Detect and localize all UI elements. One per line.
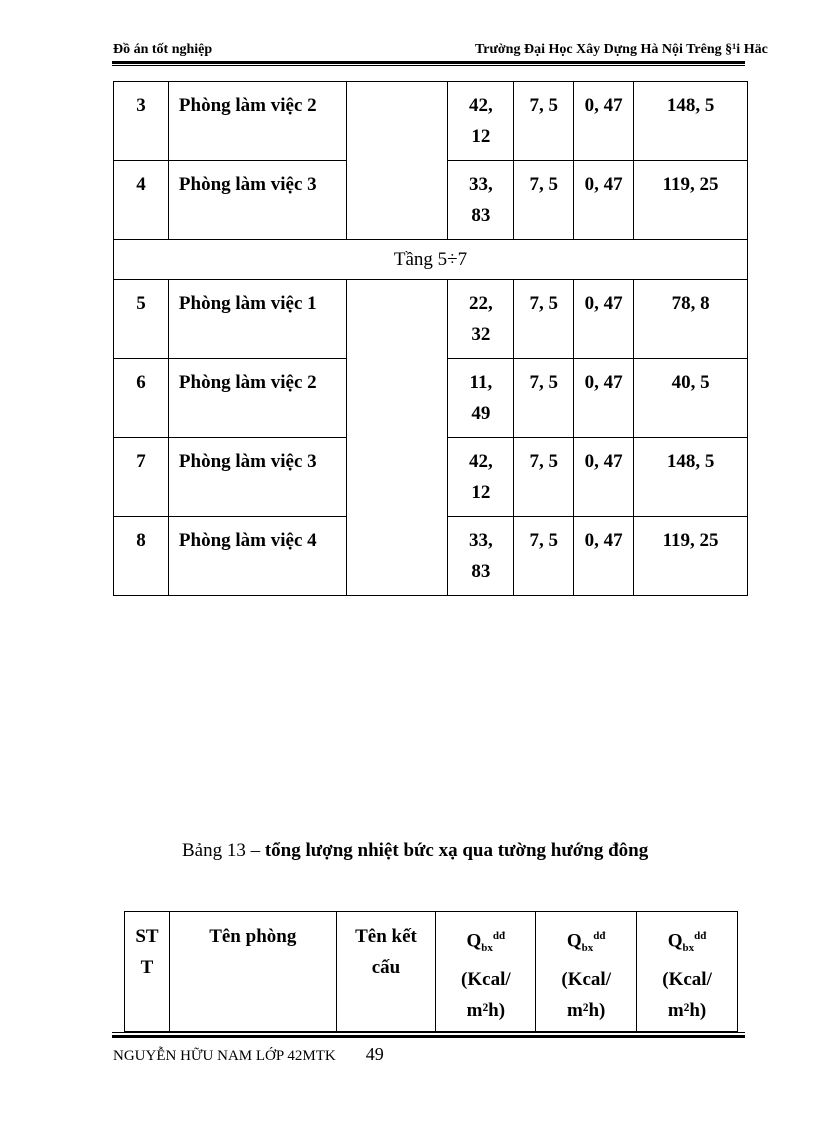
room-name-cell: Phòng làm việc 3 xyxy=(168,161,346,240)
room-name-cell: Phòng làm việc 3 xyxy=(168,438,346,517)
value1-cell: 7, 5 xyxy=(514,82,574,161)
caption-prefix: Bảng 13 – xyxy=(182,840,265,861)
structure-header: Tên kết cấu xyxy=(336,912,436,1032)
area-cell: 33, 83 xyxy=(448,517,514,596)
value1-cell: 7, 5 xyxy=(514,359,574,438)
value2-cell: 0, 47 xyxy=(574,161,634,240)
q-header: $Q_{bx}^{dđ}$ (Kcal/ m²h) xyxy=(436,912,536,1032)
value1-cell: 7, 5 xyxy=(514,161,574,240)
floor-label: Tầng 5÷7 xyxy=(114,240,748,280)
room-name-cell: Phòng làm việc 1 xyxy=(168,280,346,359)
header-rule-thin xyxy=(112,65,745,66)
area-cell: 33, 83 xyxy=(448,161,514,240)
heat-cell: 119, 25 xyxy=(634,161,748,240)
room-name-cell: Phòng làm việc 2 xyxy=(168,82,346,161)
room-name-header: Tên phòng xyxy=(169,912,336,1032)
structure-cell xyxy=(346,82,448,240)
q-header: $Q_{bx}^{dđ}$ (Kcal/ m²h) xyxy=(536,912,637,1032)
heat-cell: 148, 5 xyxy=(634,82,748,161)
page-number: 49 xyxy=(365,1044,384,1064)
value2-cell: 0, 47 xyxy=(574,82,634,161)
heat-cell: 40, 5 xyxy=(634,359,748,438)
footer-author: NGUYỄN HỮU NAM LỚP 42MTK xyxy=(113,1048,336,1064)
floor-row xyxy=(114,240,748,280)
header-right-title: Trường Đại Học Xây Dựng Hà Nội Trêng §¹i Häc xyxy=(475,42,768,57)
value1-cell: 7, 5 xyxy=(514,438,574,517)
table-caption xyxy=(182,840,648,862)
value2-cell: 0, 47 xyxy=(574,280,634,359)
value2-cell: 0, 47 xyxy=(574,517,634,596)
stt-cell: 4 xyxy=(114,161,169,240)
caption-title: tổng lượng nhiệt bức xạ qua tường hướng đông xyxy=(264,840,649,861)
header-rule xyxy=(112,61,745,64)
heat-table-continued xyxy=(113,81,748,596)
stt-cell: 5 xyxy=(114,280,169,359)
q-header: $Q_{bx}^{dđ}$ (Kcal/ m²h) xyxy=(637,912,738,1032)
structure-cell xyxy=(346,280,448,596)
header-row xyxy=(125,912,738,1032)
heat-cell: 148, 5 xyxy=(634,438,748,517)
area-cell: 42, 12 xyxy=(448,82,514,161)
footer-rule xyxy=(112,1035,745,1038)
stt-cell: 7 xyxy=(114,438,169,517)
room-name-cell: Phòng làm việc 4 xyxy=(168,517,346,596)
value1-cell: 7, 5 xyxy=(514,280,574,359)
value2-cell: 0, 47 xyxy=(574,438,634,517)
heat-cell: 78, 8 xyxy=(634,280,748,359)
table-row xyxy=(114,280,748,359)
footer-rule-thin xyxy=(112,1032,745,1033)
header-left-title: Đồ án tốt nghiệp xyxy=(113,42,213,57)
value1-cell: 7, 5 xyxy=(514,517,574,596)
stt-cell: 6 xyxy=(114,359,169,438)
stt-header: ST T xyxy=(125,912,170,1032)
radiation-table-header xyxy=(124,911,738,1032)
area-cell: 42, 12 xyxy=(448,438,514,517)
area-cell: 22, 32 xyxy=(448,280,514,359)
heat-cell: 119, 25 xyxy=(634,517,748,596)
value2-cell: 0, 47 xyxy=(574,359,634,438)
area-cell: 11, 49 xyxy=(448,359,514,438)
table-row xyxy=(114,82,748,161)
footer xyxy=(113,1044,384,1065)
stt-cell: 3 xyxy=(114,82,169,161)
stt-cell: 8 xyxy=(114,517,169,596)
room-name-cell: Phòng làm việc 2 xyxy=(168,359,346,438)
